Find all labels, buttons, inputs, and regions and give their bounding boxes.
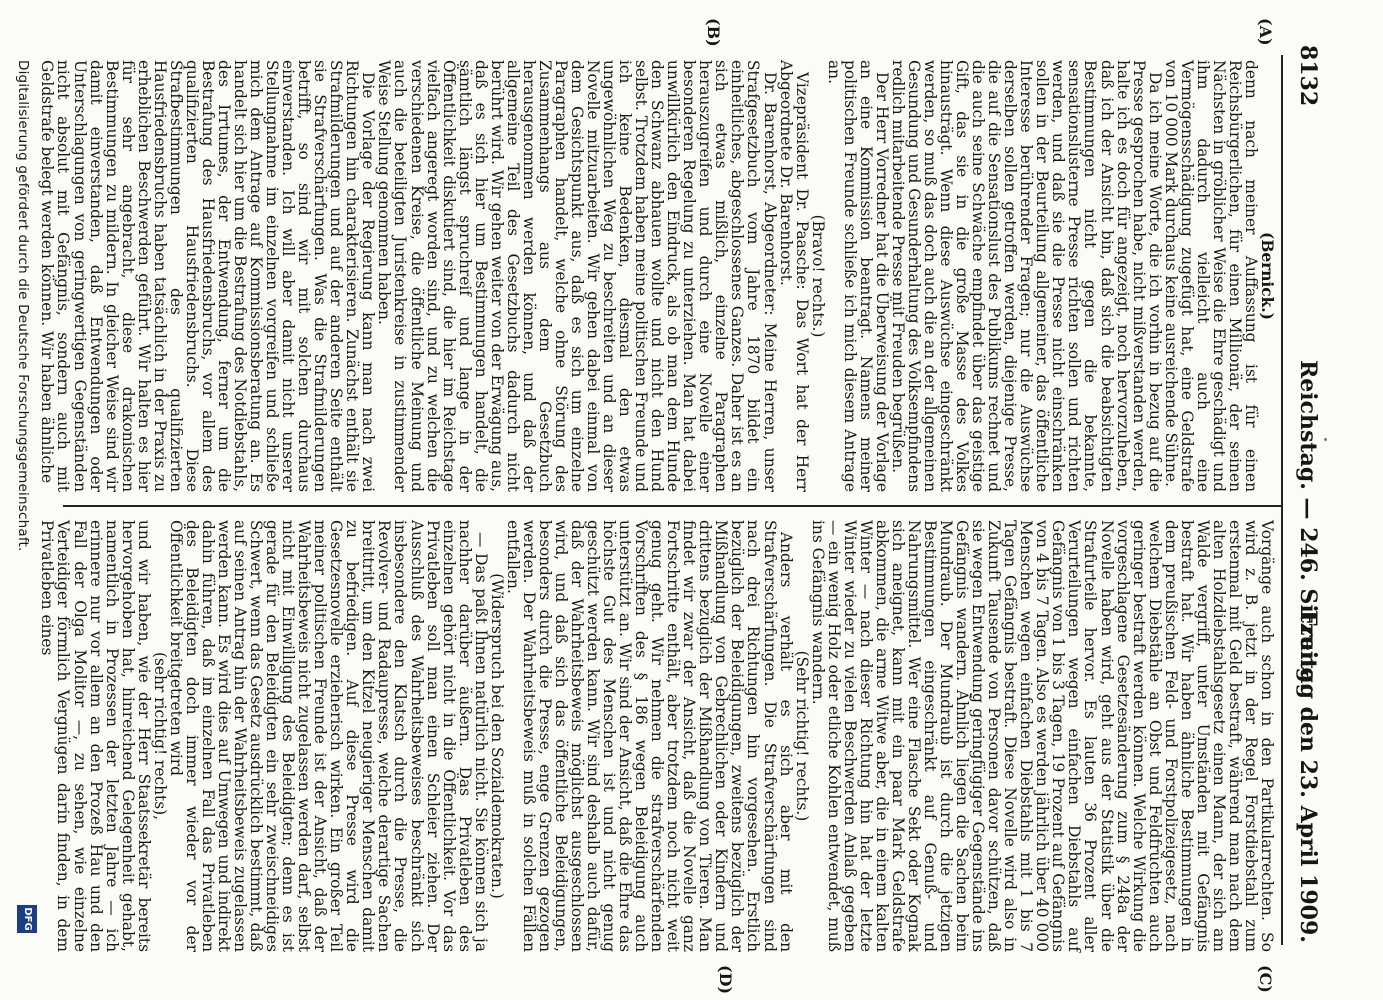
margin-mark-b: (B)	[704, 18, 723, 47]
paragraph: Anders verhält es sich aber mit den Strafverschärfungen. Die Strafverschärfungen sind nach drei Richtungen hin vorgesehen. Erstlich bezüglich der Beleidigungen, zweitens bezüglich der Mißhandlung von Gebrechlichen oder Kindern und drittens bezüglich der Mißhandlung von Tieren. Man findet wir zwar der Ansicht, daß die Novelle ganz Fortschritte enthält, aber trotzdem noch nicht weit genug geht. Wir nehmen die strafverschärfenden Vorschriften des § 186 wegen Beleidigung auch unterstützt an. Wir sind der Ansicht, daß die Ehre das höchste Gut des Menschen ist und nicht genug geschützt werden kann. Wir sind deshalb auch dafür, daß der Wahrheitsbeweis möglichst ausgeschlossen wird, und daß sich das öffentliche Beleidigungen, besonders durch die Presse, enge Grenzen gezogen werden. Der Wahrheitsbeweis muß in solchen Fällen entfallen.	[503, 520, 795, 952]
applause-note: (sehr richtig! rechts),	[150, 652, 169, 820]
header-title: Reichstag. — 246. Sitzung.	[1295, 360, 1321, 691]
president-line: Vizepräsident Dr. Paasche: Das Wort hat der Herr Abgeordnete Dr. Barenhorst.	[776, 60, 811, 492]
column-divider	[63, 505, 1283, 507]
digitization-credit: Digitalisierung gefördert durch die Deutsche Forschungsgemeinschaft.	[15, 60, 31, 552]
page-number: 8132	[1295, 45, 1321, 107]
paragraph: denn nach meiner Auffassung ist für einen Reichsbürgerlichen, für einen Millionär, der seinen Nächsten in gröblicher Weise die Ehre geschädigt und ihm dadurch vielleicht auch eine Vermögensschädigung zugefügt hat, eine Geldstrafe von 10 000 Mark durchaus keine ausreichende Sühne.	[1161, 60, 1260, 492]
interjection-note: (Widerspruch bei den Sozialdemokraten.)	[487, 573, 506, 899]
paragraph: Vorgänge auch schon in den Partikularrechten. So wird z. B. jetzt in der Regel Forstdiebstahl zum erstenmal mit Geld bestraft, während man nach dem alten Holzdiebstahlsgesetz einen Mann, der sich am Walde vergriff, unter Umständen mit Gefängnis bestraft hat. Wir haben ähnliche Bestimmungen in dem preußischen Feld- und Forstpolizeigesetz, nach welchem Diebstähle an Obst und Feldfrüchten auch geringer bestraft werden können. Welche Wirkung die vorgeschlagene Gesetzesänderung zum § 248a der Novelle haben wird, geht aus der Statistik über die Strafurteile hervor. Es lauten 36 Prozent aller Verurteilungen wegen einfachen Diebstahls auf Gefängnis von 1 bis 3 Tagen, 19 Prozent auf Gefängnis von 4 bis 7 Tagen. Also es werden jährlich über 40 000 Menschen wegen einfachen Diebstahls mit 1 bis 7 Tagen Gefängnis bestraft. Diese Novelle wird also in Zukunft Tausende von Personen davor schützen, daß sie wegen Entwendung geringfügiger Gegenstände ins Gefängnis wandern. Ähnlich liegen die Sachen beim Mundraub. Der Mundraub ist durch die jetzigen Bestimmungen eingeschränkt auf Genuß- und Nahrungsmittel. Wer eine Flasche Sekt oder Kognak sich aneignet, kann mit ein paar Mark Geldstrafe abkommen, die arme Witwe aber, die in einem kalten Winter — nach dieser Richtung hin hat der letzte Winter wieder zu vielen Beschwerden Anlaß gegeben — ein wenig Holz oder etliche Kohlen entwendet, muß ins Gefängnis wandern.	[808, 520, 1276, 952]
paragraph: — Das paßt Ihnen natürlich nicht. Sie können sich ja nachher darüber äußern. Das Privatleben des einzelnen gehört nicht in die Öffentlichkeit. Vor das Privatleben soll man einen Schleier ziehen. Der Ausschluß des Wahrheitsbeweises beschränkt sich insbesondere den Klatsch durch die Presse, die Revolver- und Radaupresse, welche derartige Sachen breittritt, um den Kitzel neugieriger Menschen damit zu befriedigen. Auf diese Presse wird die Gesetzesnovelle erzieherisch wirken. Ein großer Teil meiner politischen Freunde ist der Ansicht, daß der Wahrheitsbeweis nicht zugelassen werden darf, selbst nicht mit Einwilligung des Beleidigten; denn es ist gerade für den Beleidigten ein sehr zweischneidiges Schwert, wenn das Gesetz ausdrücklich bestimmt, daß auf seinen Antrag hin der Wahrheitsbeweis zugelassen werden kann. Es wird dies auf Umwegen und indirekt dahin führen, daß im einzelnen Fall das Privatleben des Beleidigten doch immer wieder vor der Öffentlichkeit breitgetreten wird	[166, 520, 490, 952]
applause-note: (Sehr richtig! rechts.)	[792, 650, 811, 822]
paragraph: Die Vorlage der Regierung kann man nach zwei Richtungen hin charakterisieren. Zunächst enthält sie Strafmilderungen und auf der anderen Seite enthält sie Strafverschärfungen. Was die Strafmilderungen betrifft, so sind wir mit solchen durchaus einverstanden. Ich will aber damit nicht unserer Stellungnahme im einzelnen vorgreifen und schließe mich dem Antrage auf Kommissionsberatung an. Es handelt sich hier um die Bestrafung des Notdiebstahls, des Irrtumes, der Entwendung, ferner um die Bestrafung des Hausfriedensbruchs, vor allem des qualifizierten Hausfriedensbruchs. Diese Strafbestimmungen des qualifizierten Hausfriedensbruchs haben tatsächlich in der Praxis zu erheblichen Beschwerden geführt. Wir halten es hier für sehr angebracht, diese drakonischen Bestimmungen zu mildern. In gleicher Weise sind wir damit einverstanden, daß Entwendungen oder Unterschlagungen von geringwertigen Gegenständen nicht absolut mit Gefängnis, sondern auch mit Geldstrafe belegt werden können. Wir haben ähnliche	[38, 60, 378, 492]
paragraph: Da ich meine Worte, die ich vorhin in bezug auf die Presse gesprochen habe, nicht mißverstanden werden, halte ich es doch für angezeigt, noch hervorzuheben, daß ich der Ansicht bin, daß sich die beabsichtigten Bestimmungen nicht gegen die bekannte, sensationslüsterne Presse richten sollen und richten werden, und daß sie die Presse nicht einschränken sollen in der Beurteilung allgemeiner, das öffentliche Interesse berührender Fragen; nur die Auswüchse derselben sollen getroffen werden, diejenige Presse, die auf die Sensationslust des Publikums rechnet und die auch seine Schwäche empfindet über das geistige Gift, das sie in die große Masse des Volkes hinausträgt. Wenn diese Auswüchse eingeschränkt werden, so muß das doch auch die an der allgemeinen Gesundung und Gesunderhaltung des Volksempfindens redlich mitarbeitende Presse mit Freuden begrüßen.	[888, 60, 1164, 492]
paragraph: und wir haben, wie der Herr Staatssekretär bereits hervorgehoben hat, hinreichend Gelegenheit gehabt, namentlich in Prozessen der letzten Jahre — ich erinnere nur vor allem an den Prozeß Hau und den Fall der Olga Molitor —, zu sehen, wie einzelne Verteidiger förmlich Vergnügen darin finden, in dem Privatleben eines	[38, 520, 153, 952]
speaker-tag: (Bernick.)	[1258, 232, 1276, 320]
margin-mark-d: (D)	[716, 965, 735, 995]
header-date: Freitag den 23. April 1909.	[1295, 610, 1321, 943]
paragraph: Dr. Barenhorst, Abgeordneter: Meine Herren, unser Strafgesetzbuch vom Jahre 1870 bildet ein einheitliches, abgeschlossenes Ganzes. Daher ist es an sich etwas mißlich, einzelne Paragraphen herauszugreifen und durch eine Novelle einer besonderen Regelung zu unterziehen. Man hat dabei unwillkürlich den Eindruck, als ob man dem Hunde den Schwanz abhauen wollte und nicht den Hund selbst. Trotzdem haben meine politischen Freunde und ich keine Bedenken, diesmal den etwas ungewöhnlichen Weg zu beschreiten und an dieser Novelle mitzuarbeiten. Wir gehen dabei einmal von dem Gesichtspunkt aus, daß es sich um einzelne Paragraphen handelt, welche ohne Störung des Zusammenhangs aus dem Gesetzbuch herausgenommen werden können, und daß der allgemeine Teil des Gesetzbuchs dadurch nicht berührt wird. Wir gehen weiter von der Erwägung aus, daß es sich hier um Bestimmungen handelt, die sämtlich längst spruchreif und lange in der Öffentlichkeit diskutiert sind, die hier im Reichstage vielfach angeregt worden sind, und zu welchen die verschiedenen Kreise, die öffentliche Meinung und auch die beteiligten Juristenkreise in zustimmender Weise Stellung genommen haben.	[375, 60, 779, 492]
left-column	[38, 60, 1276, 492]
applause-note: (Bravo! rechts.)	[808, 214, 827, 338]
dfg-logo: DFG	[17, 905, 37, 933]
right-column	[38, 520, 1276, 952]
scan-speck	[1324, 438, 1327, 441]
page-header	[1287, 0, 1321, 1000]
margin-mark-a: (A)	[1256, 18, 1275, 46]
header-rule	[1281, 55, 1283, 945]
margin-mark-c: (C)	[1256, 965, 1275, 993]
paragraph: Der Herr Vorredner hat die Überweisung der Vorlage an eine Kommission beantragt. Namens meiner politischen Freunde schließe ich mich diesem Antrage an.	[824, 60, 891, 492]
